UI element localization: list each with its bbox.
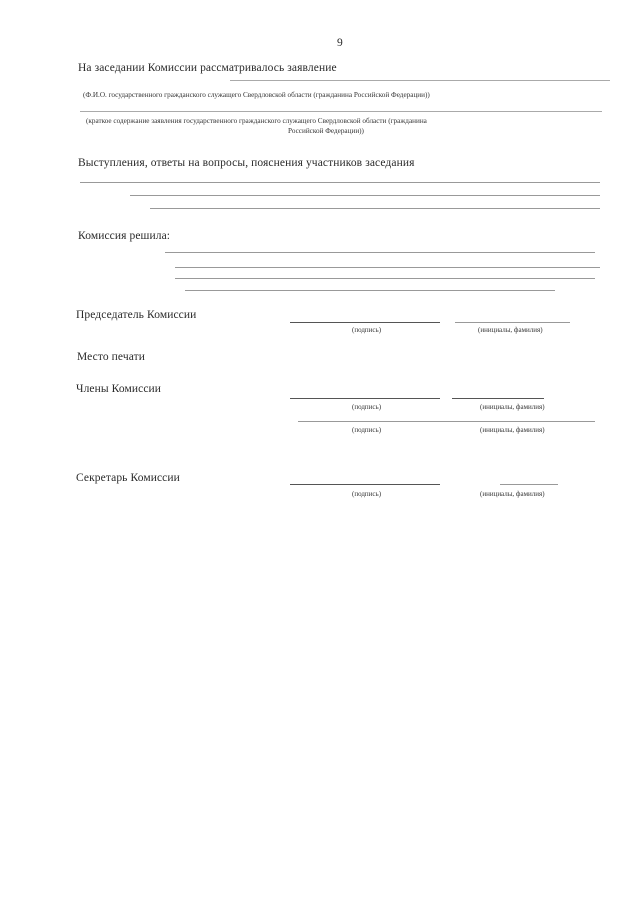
chairman-name-caption: (инициалы, фамилия): [478, 326, 543, 334]
statement-fill-line-1: [230, 80, 610, 81]
chairman-sign-line: [290, 322, 440, 323]
speeches-fill-line-3: [150, 208, 600, 209]
statement-fill-line-2: [80, 111, 602, 112]
statement-heading: На заседании Комиссии рассматривалось заявление: [78, 62, 337, 74]
speeches-heading: Выступления, ответы на вопросы, пояснения участников заседания: [78, 157, 415, 169]
speeches-fill-line-1: [80, 182, 600, 183]
decision-fill-line-2: [175, 267, 600, 268]
seal-label: Место печати: [77, 351, 146, 363]
page-number: 9: [337, 37, 343, 49]
statement-caption-summary-2: Российской Федерации)): [288, 127, 364, 135]
statement-caption-summary: (краткое содержание заявления государственного гражданского служащего Свердловской области (гражданина: [86, 117, 427, 125]
chairman-label: Председатель Комиссии: [76, 309, 197, 321]
member-2-sign-caption: (подпись): [352, 426, 382, 434]
members-label: Члены Комиссии: [76, 383, 162, 395]
chairman-name-line: [455, 322, 570, 323]
secretary-label: Секретарь Комиссии: [76, 472, 180, 484]
speeches-fill-line-2: [130, 195, 600, 196]
member-1-name-line: [452, 398, 544, 399]
secretary-name-caption: (инициалы, фамилия): [480, 490, 545, 498]
decision-fill-line-3: [175, 278, 595, 279]
chairman-sign-caption: (подпись): [352, 326, 382, 334]
member-1-sign-caption: (подпись): [352, 403, 382, 411]
secretary-sign-caption: (подпись): [352, 490, 382, 498]
member-2-sign-line: [298, 421, 443, 422]
statement-caption-fio: (Ф.И.О. государственного гражданского служащего Свердловской области (гражданина Российской Федерации)): [83, 91, 430, 99]
member-1-name-caption: (инициалы, фамилия): [480, 403, 545, 411]
member-2-name-caption: (инициалы, фамилия): [480, 426, 545, 434]
secretary-name-line: [500, 484, 558, 485]
decision-heading: Комиссия решила:: [78, 230, 171, 242]
decision-fill-line-1: [165, 252, 595, 253]
decision-fill-line-4: [185, 290, 555, 291]
member-2-name-line: [425, 421, 595, 422]
member-1-sign-line: [290, 398, 440, 399]
secretary-sign-line: [290, 484, 440, 485]
